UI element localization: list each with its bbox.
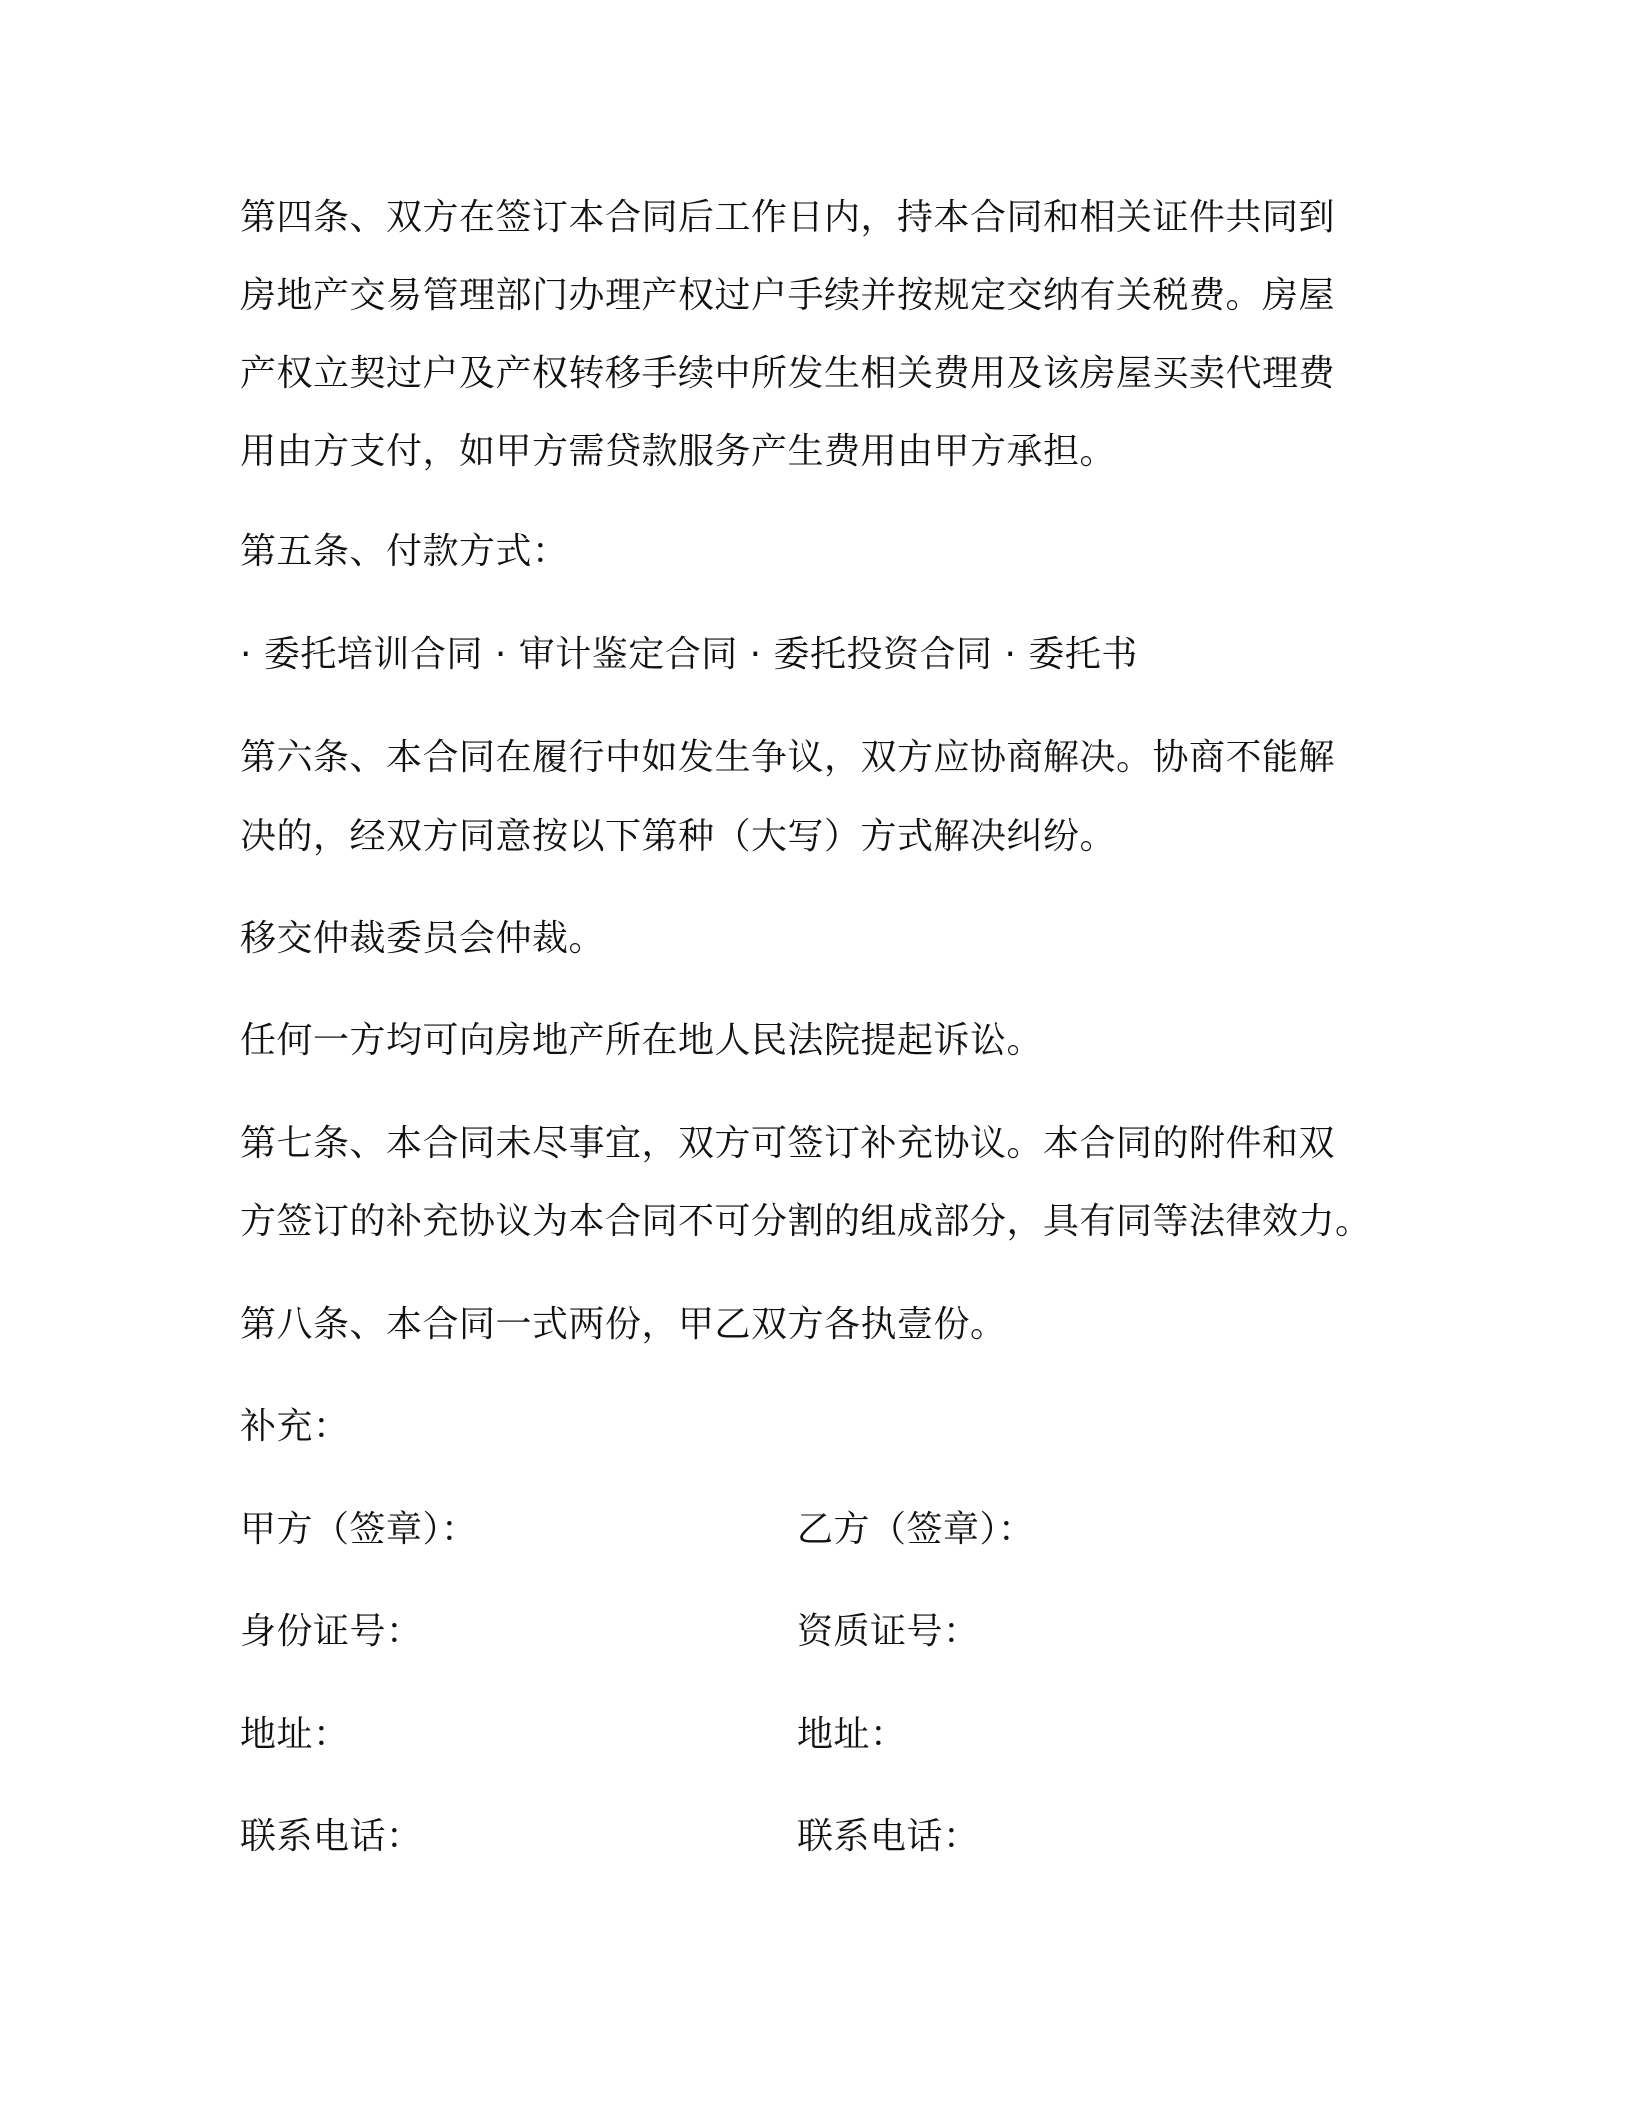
- article4-line1: 第四条、双方在签订本合同后工作日内，持本合同和相关证件共同到: [240, 197, 1336, 238]
- party-b-phone-label: 联系电话：: [797, 1816, 980, 1857]
- party-a-phone-label: 联系电话：: [240, 1816, 423, 1857]
- party-a-id-label: 身份证号：: [240, 1611, 423, 1652]
- party-b-seal-label: 乙方（签章）：: [797, 1509, 1035, 1550]
- article6-line1: 第六条、本合同在履行中如发生争议，双方应协商解决。协商不能解: [240, 737, 1336, 778]
- article6-line2: 决的，经双方同意按以下第种（大写）方式解决纠纷。: [240, 816, 1117, 857]
- article4-line4: 用由方支付，如甲方需贷款服务产生费用由甲方承担。: [240, 431, 1117, 472]
- party-b-license-label: 资质证号：: [797, 1611, 980, 1652]
- option-arbitration: 移交仲裁委员会仲裁。: [240, 918, 606, 959]
- party-b-address-label: 地址：: [797, 1714, 907, 1755]
- related-links[interactable]: · 委托培训合同 · 审计鉴定合同 · 委托投资合同 · 委托书: [240, 634, 1138, 675]
- article8-line1: 第八条、本合同一式两份，甲乙双方各执壹份。: [240, 1304, 1007, 1345]
- supplement-label: 补充：: [240, 1406, 350, 1447]
- party-a-address-label: 地址：: [240, 1714, 350, 1755]
- option-litigation: 任何一方均可向房地产所在地人民法院提起诉讼。: [240, 1020, 1044, 1061]
- article7-line2: 方签订的补充协议为本合同不可分割的组成部分，具有同等法律效力。: [240, 1201, 1372, 1242]
- article7-line1: 第七条、本合同未尽事宜，双方可签订补充协议。本合同的附件和双: [240, 1123, 1336, 1164]
- party-a-seal-label: 甲方（签章）：: [240, 1509, 478, 1550]
- article4-line2: 房地产交易管理部门办理产权过户手续并按规定交纳有关税费。房屋: [240, 275, 1336, 316]
- article5-heading: 第五条、付款方式：: [240, 531, 569, 572]
- article4-line3: 产权立契过户及产权转移手续中所发生相关费用及该房屋买卖代理费: [240, 353, 1336, 394]
